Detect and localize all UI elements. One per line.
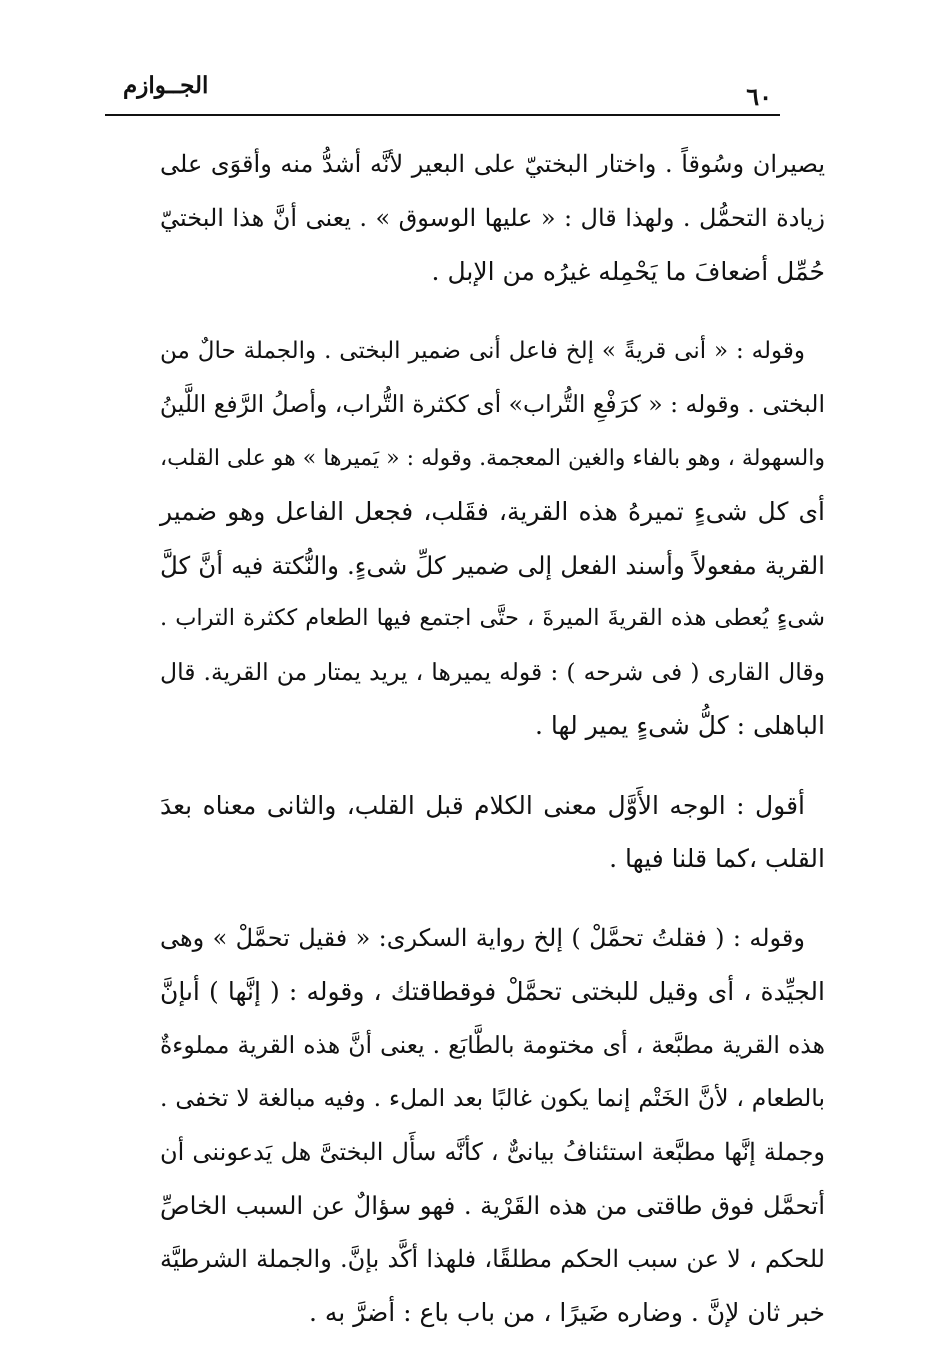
text-line: القرية مفعولاً وأسند الفعل إلى ضمير كلِّ شىءٍ. والنُّكتة فيه أنَّ كلَّ [160, 550, 825, 580]
text-line: القلب ،كما قلنا فيها . [609, 844, 825, 873]
text-line: حُمِّل أضعافَ ما يَحْمِله غيرُه من الإبل . [431, 257, 825, 286]
running-title: الجــوازم [123, 72, 209, 99]
page-number: ٦٠ [746, 82, 772, 111]
page-body [160, 138, 825, 1366]
paragraph-2 [160, 325, 825, 753]
text-line: زيادة التحمُّل . ولهذا قال : « عليها الوسوق » . يعنى أنَّ هذا البختيّ [160, 203, 825, 232]
text-line: أى كل شىءٍ تميرهُ هذه القرية، فقَلب، فجعل الفاعل وهو ضمير [160, 497, 825, 526]
text-line: بالطعام ، لأنَّ الخَتْم إنما يكون غالبًا بعد الملء . وفيه مبالغة لا تخفى . [160, 1084, 825, 1112]
text-line: أتحمَّل فوق طاقتى من هذه القَرْية . فهو سؤالٌ عن السبب الخاصِّ [160, 1191, 825, 1220]
text-line: البختى . وقوله : « كرَفْعِ التُّراب» أى ككثرة التُّراب، وأصلُ الرَّفع اللَّينُ [159, 390, 825, 418]
text-line: شىءٍ يُعطى هذه القريةَ الميرةَ ، حتَّى اجتمع فيها الطعام ككثرة التراب . [160, 605, 825, 631]
text-line: الجيِّدة ، أى وقيل للبختى تحمَّلْ فوقطاقتك ، وقوله : ( إنَّها ) أىإنَّ [160, 977, 825, 1006]
text-line: أقول : الوجه الأَوَّل معنى الكلام قبل القلب، والثانى معناه بعدَ [160, 790, 805, 820]
text-line: والسهولة ، وهو بالفاء والغين المعجمة. وقوله : « يَميرها » هو على القلب، [160, 445, 825, 471]
paragraph-3 [160, 779, 825, 886]
text-line: وقوله : ( فقلتُ تحمَّلْ ) إلخ رواية السكرى: « فقيل تحمَّلْ » وهى [160, 923, 805, 952]
paragraph-1 [160, 138, 825, 299]
text-line: وقوله : « أنى قريةً » إلخ فاعل أنى ضمير البختى . والجملة حالٌ من [160, 337, 805, 364]
page-header [105, 68, 780, 116]
text-line: وقال القارى ( فى شرحه ) : قوله يميرها ، يريد يمتار من القرية. قال [160, 657, 825, 686]
text-line: خبر ثان لإنَّ . وضاره ضَيرًا ، من باب باع : أضرَّ به . [309, 1298, 825, 1327]
text-line: يصيران وسُوقاً . واختار البختيّ على البعير لأنَّه أشدُّ منه وأقوَى على [160, 150, 825, 178]
text-line: هذه القرية مطبَّعة ، أى مختومة بالطَّابَع . يعنى أنَّ هذه القرية مملوءةٌ [160, 1030, 825, 1059]
text-line: وجملة إنَّها مطبَّعة استئنافُ بيانىٌّ ، كأنَّه سأَل البختىَّ هل يَدعوننى أن [160, 1137, 825, 1166]
text-line: الباهلى : كلُّ شىءٍ يمير لها . [535, 711, 825, 740]
paragraph-4 [160, 912, 825, 1340]
text-line: للحكم ، لا عن سبب الحكم مطلقًا، فلهذا أكَّد بإنَّ. والجملة الشرطيَّة [160, 1244, 825, 1273]
